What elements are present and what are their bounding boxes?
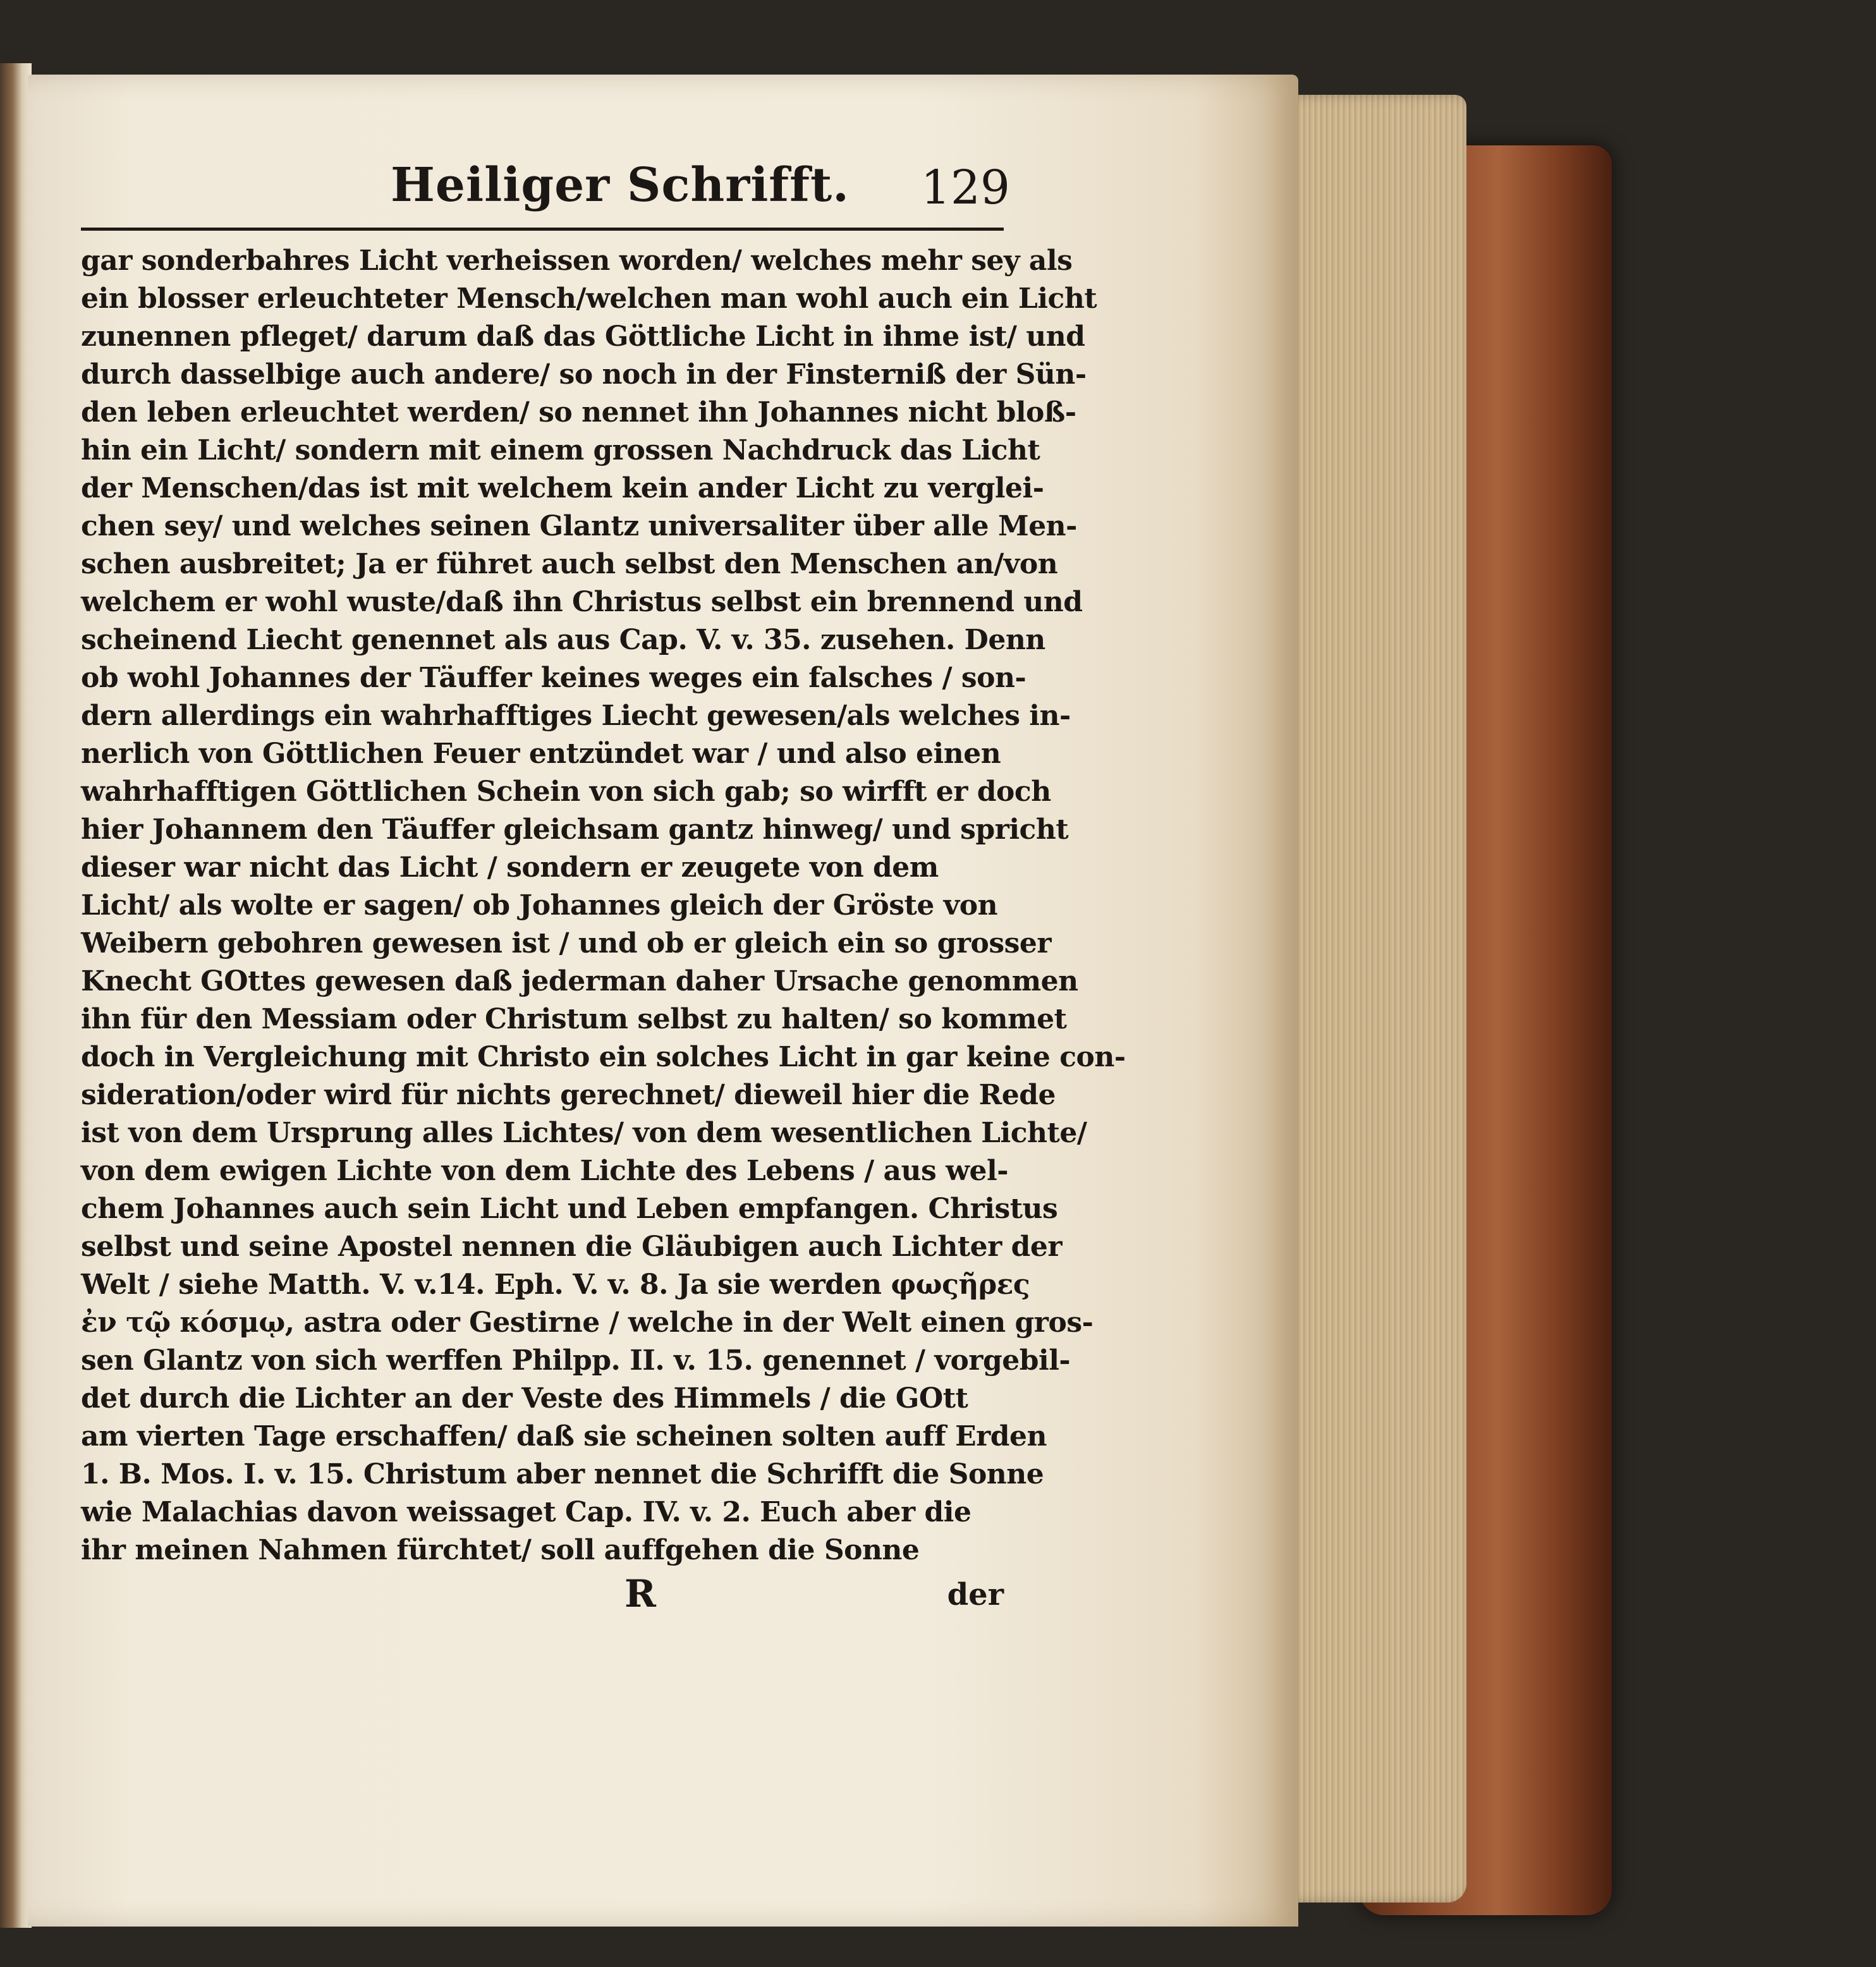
text-line: selbst und seine Apostel nennen die Gläubigen auch Lichter der <box>81 1231 1063 1263</box>
text-line: hin ein Licht/ sondern mit einem grossen Nachdruck das Licht <box>81 434 1040 466</box>
text-line: dieser war nicht das Licht / sondern er zeugete von dem <box>81 851 939 884</box>
text-line: chen sey/ und welches seinen Glantz universaliter über alle Men- <box>81 510 1077 542</box>
text-line: doch in Vergleichung mit Christo ein solches Licht in gar keine con- <box>81 1041 1126 1073</box>
text-line: chem Johannes auch sein Licht und Leben empfangen. Christus <box>81 1193 1058 1225</box>
text-line: schen ausbreitet; Ja er führet auch selbst den Menschen an/von <box>81 548 1058 580</box>
text-line: welchem er wohl wuste/daß ihn Christus selbst ein brennend und <box>81 586 1083 618</box>
catchword: der <box>947 1577 1004 1612</box>
text-line: hier Johannem den Täuffer gleichsam gantz hinweg/ und spricht <box>81 813 1069 846</box>
signature-mark: R <box>624 1572 656 1616</box>
facing-page-edge <box>0 63 32 1928</box>
text-line: ist von dem Ursprung alles Lichtes/ von dem wesentlichen Lichte/ <box>81 1117 1087 1149</box>
text-line: am vierten Tage erschaffen/ daß sie scheinen solten auff Erden <box>81 1420 1047 1452</box>
text-line: nerlich von Göttlichen Feuer entzündet war / und also einen <box>81 738 1001 770</box>
text-line: Welt / siehe Matth. V. v.14. Eph. V. v. 8. Ja sie werden φωςῆρες <box>81 1269 1030 1301</box>
text-line: ob wohl Johannes der Täuffer keines weges ein falsches / son- <box>81 662 1026 694</box>
text-line: wie Malachias davon weissaget Cap. IV. v. 2. Euch aber die <box>81 1496 972 1528</box>
body-text <box>81 242 1126 1569</box>
text-line: ein blosser erleuchteter Mensch/welchen man wohl auch ein Licht <box>81 283 1097 315</box>
text-line: gar sonderbahres Licht verheissen worden/ welches mehr sey als <box>81 245 1073 277</box>
page-block-edges <box>1283 95 1466 1903</box>
text-block <box>81 158 1126 1629</box>
text-line: der Menschen/das ist mit welchem kein ander Licht zu verglei- <box>81 472 1044 504</box>
text-line: det durch die Lichter an der Veste des Himmels / die GOtt <box>81 1382 968 1415</box>
text-line: ἐν τῷ κόσμῳ, astra oder Gestirne / welche in der Welt einen gros- <box>81 1306 1093 1339</box>
text-line: den leben erleuchtet werden/ so nennet ihn Johannes nicht bloß- <box>81 396 1076 429</box>
running-head: Heiliger Schrifft. <box>391 158 850 212</box>
text-line: Licht/ als wolte er sagen/ ob Johannes gleich der Gröste von <box>81 889 998 922</box>
page-number: 129 <box>920 161 1010 215</box>
page-footer <box>81 1572 1004 1629</box>
text-line: Weibern gebohren gewesen ist / und ob er gleich ein so grosser <box>81 927 1052 959</box>
text-line: ihn für den Messiam oder Christum selbst zu halten/ so kommet <box>81 1003 1067 1035</box>
text-line: scheinend Liecht genennet als aus Cap. V. v. 35. zusehen. Denn <box>81 624 1045 656</box>
text-line: sideration/oder wird für nichts gerechnet/ dieweil hier die Rede <box>81 1079 1056 1111</box>
text-line: 1. B. Mos. I. v. 15. Christum aber nennet die Schrifft die Sonne <box>81 1458 1044 1490</box>
page-header <box>81 158 1010 231</box>
text-line: sen Glantz von sich werffen Philpp. II. v. 15. genennet / vorgebil- <box>81 1344 1071 1377</box>
text-line: zunennen pfleget/ darum daß das Göttliche Licht in ihme ist/ und <box>81 320 1085 353</box>
text-line: von dem ewigen Lichte von dem Lichte des Lebens / aus wel- <box>81 1155 1008 1187</box>
text-line: wahrhafftigen Göttlichen Schein von sich gab; so wirfft er doch <box>81 776 1051 808</box>
text-line: dern allerdings ein wahrhafftiges Liecht gewesen/als welches in- <box>81 700 1071 732</box>
text-line: Knecht GOttes gewesen daß jederman daher Ursache genommen <box>81 965 1078 997</box>
text-line: ihr meinen Nahmen fürchtet/ soll auffgehen die Sonne <box>81 1534 920 1566</box>
text-line: durch dasselbige auch andere/ so noch in der Finsterniß der Sün- <box>81 358 1087 391</box>
